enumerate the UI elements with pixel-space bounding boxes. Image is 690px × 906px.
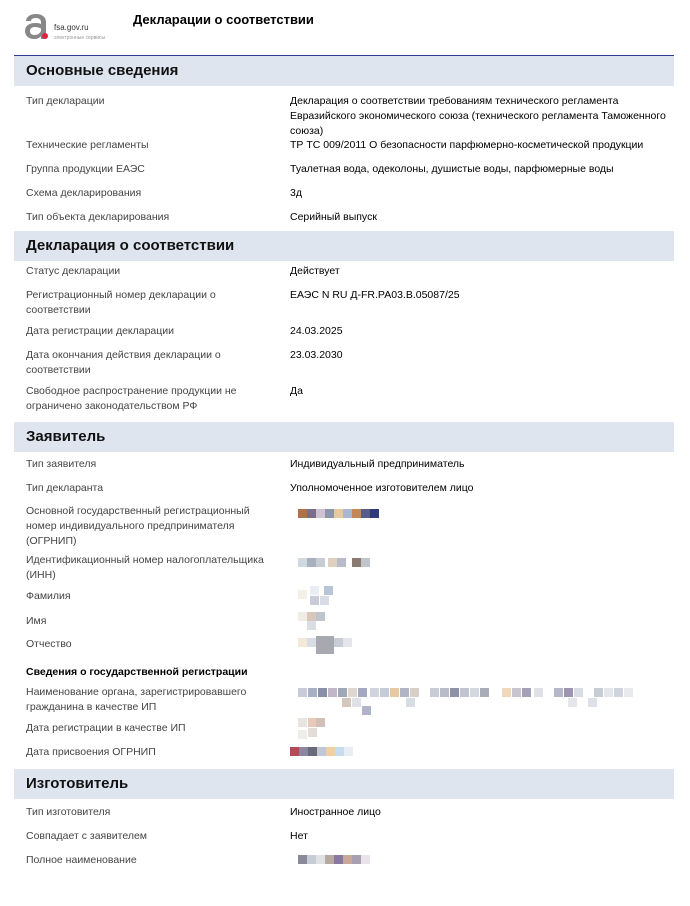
field-value: Нет bbox=[290, 830, 308, 842]
page-header bbox=[0, 0, 690, 56]
redacted-value bbox=[298, 558, 378, 570]
field-label: Дата регистрации в качестве ИП bbox=[26, 722, 186, 734]
section-title: Декларация о соответствии bbox=[26, 237, 235, 254]
field-value: Индивидуальный предприниматель bbox=[290, 458, 465, 470]
field-value: Туалетная вода, одеколоны, душистые воды, парфюмерные воды bbox=[290, 163, 614, 175]
redacted-value bbox=[298, 612, 328, 632]
field-value: Серийный выпуск bbox=[290, 211, 377, 223]
field-value: 3д bbox=[290, 187, 302, 199]
field-label: Имя bbox=[26, 615, 47, 627]
field-label: Регистрационный номер декларации о соответствии bbox=[26, 289, 216, 316]
field-label: Тип декларации bbox=[26, 95, 105, 107]
field-value: Иностранное лицо bbox=[290, 806, 381, 818]
page-title: Декларации о соответствии bbox=[133, 12, 314, 27]
field-value: 24.03.2025 bbox=[290, 325, 343, 337]
field-value: Да bbox=[290, 385, 303, 397]
field-label: Основной государственный регистрационный номер индивидуального предпринимателя (ОГРНИП) bbox=[26, 505, 250, 547]
field-label: Технические регламенты bbox=[26, 139, 149, 151]
field-value: Действует bbox=[290, 265, 340, 277]
logo-text: fsa.gov.ru bbox=[54, 23, 89, 32]
fsa-logo[interactable] bbox=[24, 8, 144, 48]
field-value: Декларация о соответствии требованиям технического регламента Евразийского экономического союза (технического регламента Таможенного союза) bbox=[290, 95, 666, 137]
field-label: Тип изготовителя bbox=[26, 806, 111, 818]
field-label: Дата присвоения ОГРНИП bbox=[26, 746, 156, 758]
field-value: ТР ТС 009/2011 О безопасности парфюмерно-косметической продукции bbox=[290, 139, 644, 151]
field-label: Схема декларирования bbox=[26, 187, 142, 199]
field-label: Полное наименование bbox=[26, 854, 137, 866]
field-value: Уполномоченное изготовителем лицо bbox=[290, 482, 474, 494]
redacted-value bbox=[298, 509, 388, 521]
section-title: Заявитель bbox=[26, 428, 106, 445]
field-label: Свободное распространение продукции не ограничено законодательством РФ bbox=[26, 385, 237, 412]
logo-subtext: электронные сервисы bbox=[54, 35, 106, 41]
section-manufacturer-header bbox=[14, 769, 674, 799]
redacted-value bbox=[298, 636, 358, 656]
field-label: Отчество bbox=[26, 638, 72, 650]
field-label: Фамилия bbox=[26, 590, 71, 602]
field-label: Идентификационный номер налогоплательщика (ИНН) bbox=[26, 554, 264, 581]
redacted-value bbox=[298, 855, 373, 867]
section-applicant-header bbox=[14, 422, 674, 452]
field-label: Дата регистрации декларации bbox=[26, 325, 175, 337]
field-label: Дата окончания действия декларации о соответствии bbox=[26, 349, 221, 376]
field-label: Тип декларанта bbox=[26, 482, 104, 494]
section-basic-header bbox=[14, 56, 674, 86]
field-label: Тип заявителя bbox=[26, 458, 97, 470]
section-declaration-header bbox=[14, 231, 674, 261]
registration-subheading: Сведения о государственной регистрации bbox=[26, 666, 248, 678]
field-label: Группа продукции ЕАЭС bbox=[26, 163, 145, 175]
section-title: Основные сведения bbox=[26, 62, 179, 79]
redacted-value bbox=[298, 747, 358, 759]
field-value: 23.03.2030 bbox=[290, 349, 343, 361]
redacted-value bbox=[298, 688, 643, 716]
fsa-logo-icon bbox=[24, 12, 48, 42]
field-value: ЕАЭС N RU Д-FR.РА03.В.05087/25 bbox=[290, 289, 460, 301]
field-label: Наименование органа, зарегистрировавшего гражданина в качестве ИП bbox=[26, 686, 247, 713]
redacted-value bbox=[298, 716, 328, 744]
field-label: Статус декларации bbox=[26, 265, 121, 277]
field-label: Совпадает с заявителем bbox=[26, 830, 148, 842]
field-label: Тип объекта декларирования bbox=[26, 211, 170, 223]
section-title: Изготовитель bbox=[26, 775, 129, 792]
